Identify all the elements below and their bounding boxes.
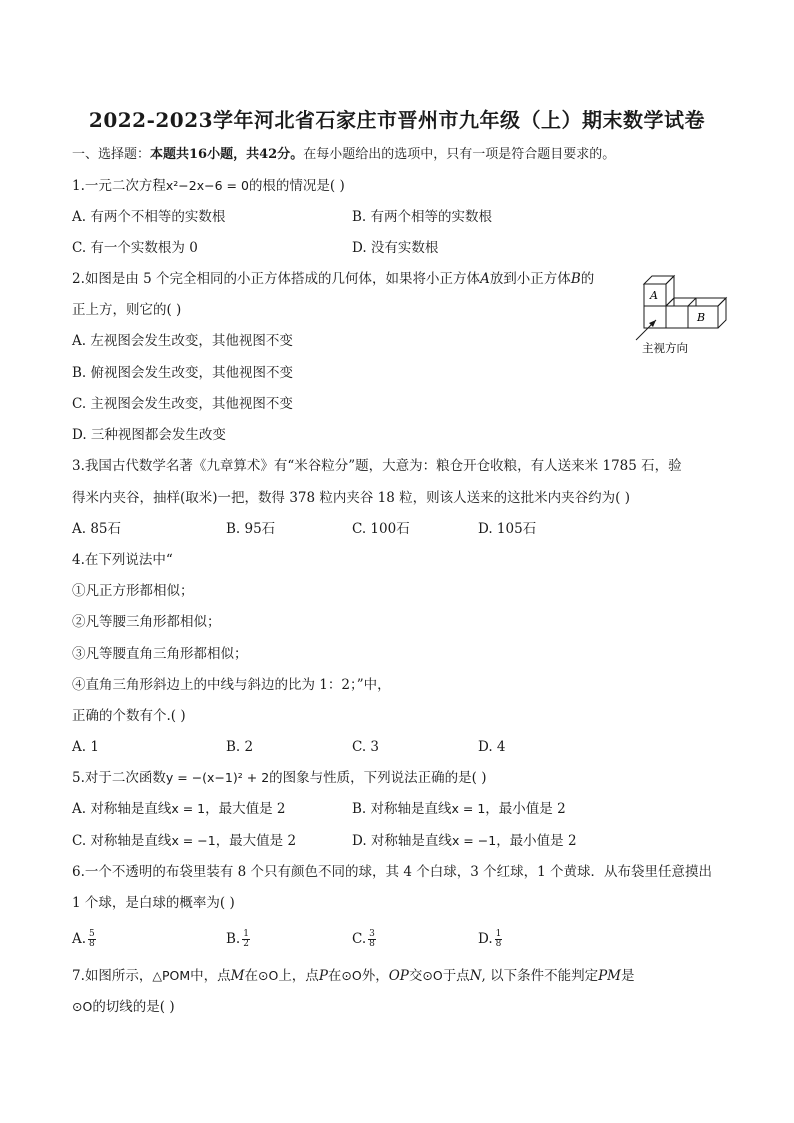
q6-c-num: 3: [369, 929, 375, 939]
q3-option-d: D. 105石: [478, 521, 537, 537]
q6-a-num: 5: [89, 929, 95, 939]
q7-t5: 在: [327, 968, 342, 984]
q7-t4: 上，点: [278, 968, 319, 984]
q2-option-b: B. 俯视图会发生改变，其他视图不变: [72, 365, 294, 381]
q4-option-a: A. 1: [72, 739, 99, 755]
q6-a-fraction: [88, 930, 96, 949]
q3-option-a: A. 85石: [72, 521, 122, 537]
q5-text-post: 的图象与性质，下列说法正确的是( ): [269, 770, 487, 786]
q7-var-m: M: [230, 968, 245, 984]
q5-a-post: ，最大值是 2: [205, 801, 286, 817]
q4-statement-4: ④直角三角形斜边上的中线与斜边的比为 1：2；”中，: [72, 677, 391, 693]
q5-b-eq: x = 1: [451, 801, 486, 816]
q1-option-c: C. 有一个实数根为 0: [72, 240, 198, 256]
q7-t1: 7.如图所示，: [72, 968, 153, 984]
cube-b-side: [718, 298, 726, 328]
q6-c-fraction: [368, 930, 376, 949]
q7-circle-1: ⊙O: [258, 968, 279, 983]
q6-option-a: [72, 930, 96, 949]
q6-a-den: 8: [89, 939, 95, 949]
q6-d-den: 8: [495, 939, 502, 949]
q7-triangle: △POM: [152, 968, 191, 983]
view-direction-caption: 主视方向: [642, 341, 688, 355]
section-instruction: 在每小题给出的选项中，只有一项是符合题目要求的。: [303, 147, 616, 162]
q7-t6: 外，: [361, 968, 389, 984]
q5-option-b: [352, 800, 566, 818]
section-count: 本题共16小题，共42分。: [150, 147, 304, 162]
cube-label-a: A: [650, 289, 658, 302]
q6-option-b: [226, 930, 250, 949]
q5-d-post: ，最小值是 2: [496, 833, 577, 849]
q6-b-label: B.: [226, 931, 241, 947]
cube-label-b: B: [697, 311, 706, 324]
q7-t3: 在: [244, 968, 258, 984]
q6-stem-line1: 6.一个不透明的布袋里装有 8 个只有颜色不同的球，其 4 个白球，3 个红球，1 个黄球．从布袋里任意摸出: [72, 864, 712, 880]
q1-stem: [72, 177, 345, 195]
q6-option-c: [352, 930, 376, 949]
q7-stem-line1: [72, 967, 635, 985]
cube-front-left: [644, 306, 666, 328]
q6-b-den: 2: [243, 939, 249, 949]
q7-t2: 中，点: [190, 968, 231, 984]
q4-statement-1: ①凡正方形都相似；: [72, 583, 194, 599]
q7-stem-line2: [72, 998, 175, 1016]
q6-b-num: 1: [243, 929, 249, 939]
q7-var-pm: PM: [598, 968, 622, 984]
q6-option-d: [478, 930, 502, 949]
q6-a-label: A.: [72, 931, 87, 947]
page-title: 2022-2023学年河北省石家庄市晋州市九年级（上）期末数学试卷: [88, 108, 706, 132]
q5-text: 5.对于二次函数: [72, 770, 166, 786]
cube-figure: [630, 268, 730, 358]
q3-option-c: C. 100石: [352, 521, 410, 537]
q7-circle-3: ⊙O: [422, 968, 443, 983]
q5-stem: [72, 769, 486, 787]
q5-b-post: ，最小值是 2: [485, 801, 566, 817]
q1-option-a: A. 有两个不相等的实数根: [72, 209, 226, 225]
q7-circle-4: ⊙O: [72, 999, 93, 1014]
q2-option-d: D. 三种视图都会发生改变: [72, 427, 226, 443]
q5-option-c: [72, 832, 296, 850]
q7-t8: 于点: [442, 968, 470, 984]
q5-a-text: A. 对称轴是直线: [72, 801, 172, 817]
q5-option-d: [352, 832, 577, 850]
q4-statement-2: ②凡等腰三角形都相似；: [72, 614, 221, 630]
q4-option-c: C. 3: [352, 739, 380, 755]
cube-middle: [666, 306, 688, 328]
q6-b-fraction: [242, 930, 250, 949]
q2-text-post: 的: [580, 271, 595, 287]
q7-var-op: OP: [388, 968, 409, 984]
q1-option-d: D. 没有实数根: [352, 240, 439, 256]
q5-option-a: [72, 800, 286, 818]
q5-c-eq: x = −1: [171, 833, 216, 848]
q6-d-fraction: [495, 930, 503, 949]
q3-option-b: B. 95石: [226, 521, 276, 537]
q2-text: 2.如图是由 5 个完全相同的小正方体搭成的几何体，如果将小正方体: [72, 271, 481, 287]
q5-a-eq: x = 1: [171, 801, 206, 816]
q2-option-c: C. 主视图会发生改变，其他视图不变: [72, 396, 293, 412]
q6-d-label: D.: [478, 931, 493, 947]
q4-stem: 4.在下列说法中“: [72, 552, 173, 568]
q7-t10: 是: [621, 968, 635, 984]
q1-text: 1.一元二次方程: [72, 178, 166, 194]
q2-stem-line1: [72, 270, 594, 288]
q5-c-post: ，最大值是 2: [215, 833, 297, 849]
q1-option-b: B. 有两个相等的实数根: [352, 209, 493, 225]
q2-var-b: B: [570, 271, 581, 287]
q3-stem-line1: 3.我国古代数学名著《九章算术》有“米谷粒分”题，大意为：粮仓开仓收粮，有人送来米 1785 石，验: [72, 458, 682, 474]
q5-d-eq: x = −1: [451, 833, 497, 848]
q4-option-d: D. 4: [478, 739, 506, 755]
q2-var-a: A: [480, 271, 490, 287]
q7-t11: 的切线的是( ): [92, 999, 175, 1015]
q6-c-den: 8: [369, 939, 375, 949]
q1-text-post: 的根的情况是( ): [248, 178, 345, 194]
q7-t7: 交: [408, 968, 423, 984]
q7-var-p: P: [318, 968, 328, 984]
q7-var-n: N: [469, 968, 482, 984]
q2-option-a: A. 左视图会发生改变，其他视图不变: [72, 333, 293, 349]
q5-equation: y = −(x−1)² + 2: [165, 770, 270, 785]
section-label: 一、选择题：: [72, 147, 151, 162]
q7-circle-2: ⊙O: [341, 968, 362, 983]
section-header: [72, 146, 615, 164]
q2-stem-line2: 正上方，则它的( ): [72, 302, 182, 318]
q3-stem-line2: 得米内夹谷，抽样(取米)一把，数得 378 粒内夹谷 18 粒，则该人送来的这批米内夹谷约为( ): [72, 490, 630, 506]
q6-stem-line2: 1 个球，是白球的概率为( ): [72, 895, 235, 911]
q6-c-label: C.: [352, 931, 367, 947]
q7-t9: , 以下条件不能判定: [481, 968, 599, 984]
q4-question: 正确的个数有个.( ): [72, 708, 186, 724]
q1-equation: x²−2x−6 = 0: [165, 178, 249, 193]
q5-c-text: C. 对称轴是直线: [72, 833, 172, 849]
q5-b-text: B. 对称轴是直线: [352, 801, 452, 817]
q5-d-text: D. 对称轴是直线: [352, 833, 452, 849]
q4-statement-3: ③凡等腰直角三角形都相似；: [72, 646, 248, 662]
q6-d-num: 1: [495, 929, 502, 939]
q4-option-b: B. 2: [226, 739, 254, 755]
q2-text-mid: 放到小正方体: [489, 271, 571, 287]
